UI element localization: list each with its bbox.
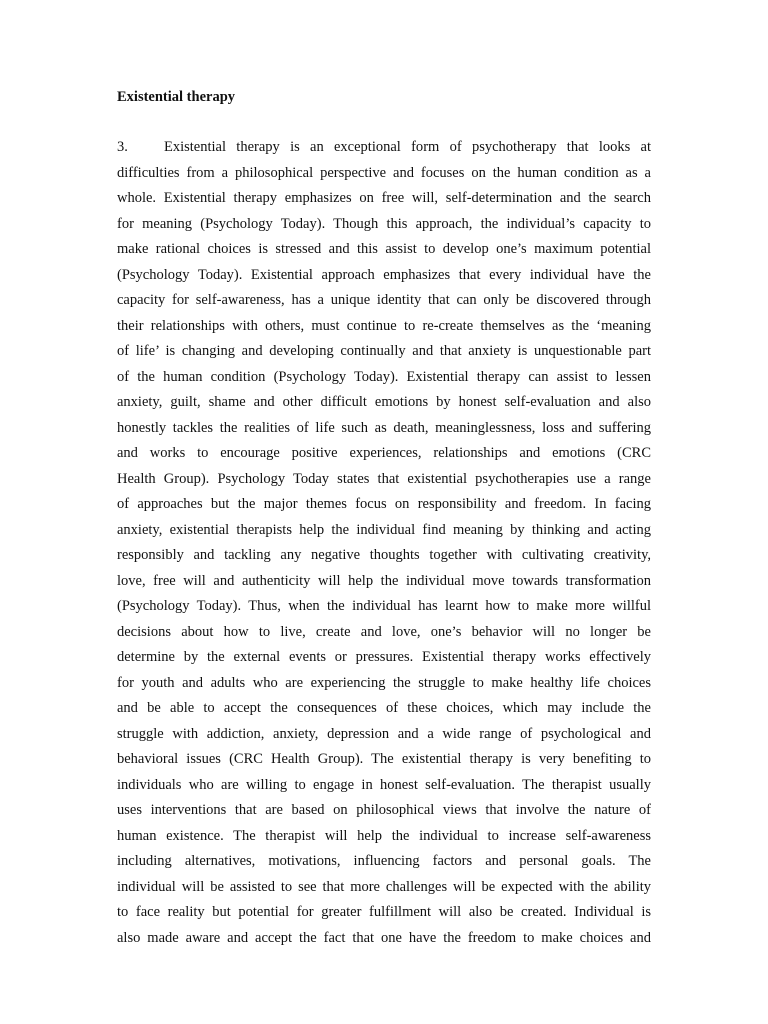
text-line: to face reality but potential for greater fulfillment will also be created. Individual is <box>117 904 651 920</box>
text-line: make rational choices is stressed and this assist to develop one’s maximum potential <box>117 241 651 257</box>
text-line: responsibly and tackling any negative thoughts together with cultivating creativity, <box>117 547 651 563</box>
text-line: also made aware and accept the fact that one have the freedom to make choices and <box>117 929 651 946</box>
text-line: their relationships with others, must continue to re-create themselves as the ‘meaning <box>117 317 651 334</box>
text-line: behavioral issues (CRC Health Group). The existential therapy is very benefiting to <box>117 751 651 767</box>
text-line: capacity for self-awareness, has a unique identity that can only be discovered through <box>117 292 651 308</box>
text-line: human existence. The therapist will help the individual to increase self-awareness <box>117 827 651 844</box>
text-line: anxiety, existential therapists help the individual find meaning by thinking and acting <box>117 521 651 538</box>
text-line: of approaches but the major themes focus on responsibility and freedom. In facing <box>117 496 651 512</box>
text-line: anxiety, guilt, shame and other difficult emotions by honest self-evaluation and also <box>117 394 651 410</box>
text-line: struggle with addiction, anxiety, depression and a wide range of psychological and <box>117 725 651 742</box>
document-heading: Existential therapy <box>117 89 236 105</box>
text-line: whole. Existential therapy emphasizes on free will, self-determination and the search <box>117 190 651 206</box>
text-line: Health Group). Psychology Today states that existential psychotherapies use a range <box>117 470 651 487</box>
text-line: determine by the external events or pressures. Existential therapy works effectively <box>117 649 651 665</box>
text-line: of life’ is changing and developing continually and that anxiety is unquestionable part <box>117 343 651 359</box>
text-line: individual will be assisted to see that more challenges will be expected with the ability <box>117 878 651 895</box>
text-line: for meaning (Psychology Today). Though this approach, the individual’s capacity to <box>117 215 651 232</box>
text-line: for youth and adults who are experiencing the struggle to make healthy life choices <box>117 674 651 691</box>
text-line: honestly tackles the realities of life such as death, meaninglessness, loss and suffering <box>117 419 651 436</box>
text-line: difficulties from a philosophical perspective and focuses on the human condition as a <box>117 164 651 181</box>
text-line-content: Existential therapy is an exceptional form of psychotherapy that looks at <box>164 139 651 155</box>
text-line: and be able to accept the consequences of these choices, which may include the <box>117 700 651 716</box>
text-line: love, free will and authenticity will help the individual move towards transformation <box>117 572 651 589</box>
text-line: including alternatives, motivations, influencing factors and personal goals. The <box>117 853 651 869</box>
text-line: (Psychology Today). Thus, when the individual has learnt how to make more willful <box>117 598 651 614</box>
text-line: decisions about how to live, create and love, one’s behavior will no longer be <box>117 623 651 640</box>
text-line: (Psychology Today). Existential approach emphasizes that every individual have the <box>117 266 651 283</box>
text-line: and works to encourage positive experiences, relationships and emotions (CRC <box>117 445 651 461</box>
text-line <box>117 135 651 161</box>
paragraph-number: 3. <box>117 139 128 155</box>
text-line: uses interventions that are based on philosophical views that involve the nature of <box>117 802 651 818</box>
text-line: individuals who are willing to engage in honest self-evaluation. The therapist usually <box>117 776 651 793</box>
paragraph-body <box>117 135 651 951</box>
text-line: of the human condition (Psychology Today). Existential therapy can assist to lessen <box>117 368 651 385</box>
